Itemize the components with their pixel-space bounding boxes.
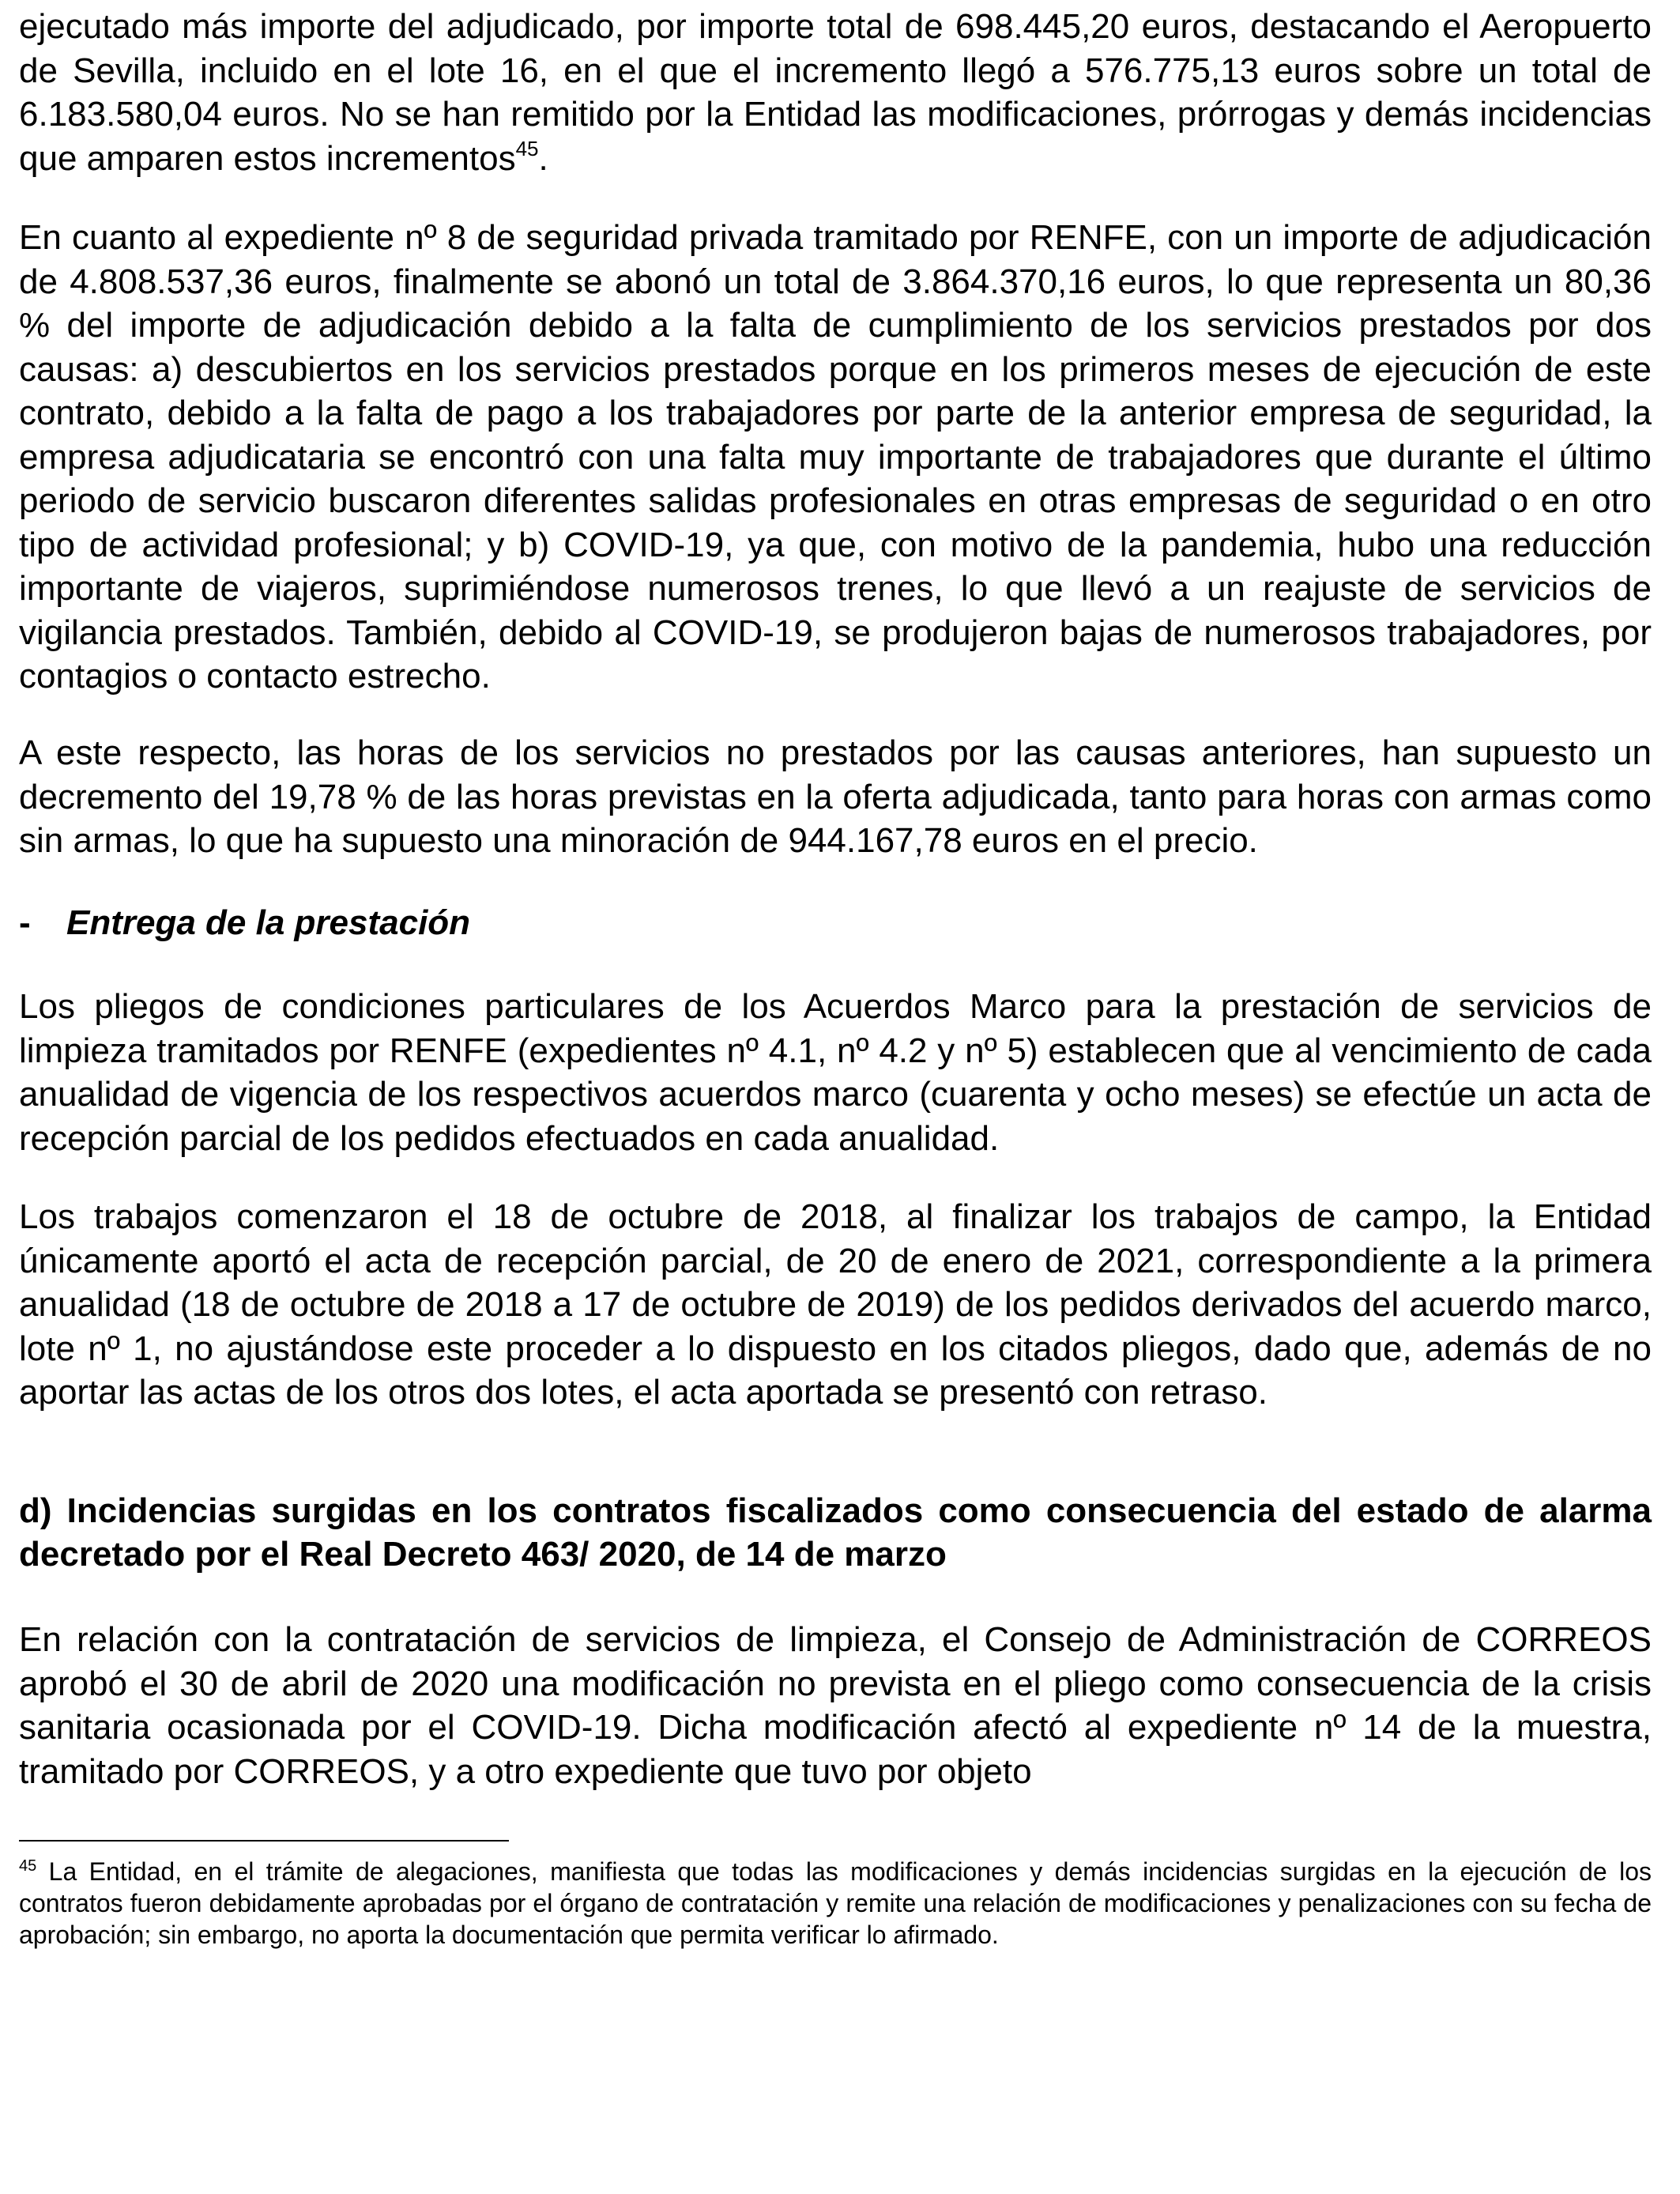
footnote-separator xyxy=(19,1840,509,1842)
bullet-heading-text: Entrega de la prestación xyxy=(66,903,471,942)
paragraph-3: A este respecto, las horas de los servicios no prestados por las causas anteriores, han supuesto un decremento del 19,78 % de las horas previstas en la oferta adjudicada, tanto para horas con armas como sin armas, lo que ha supuesto una minoración de 944.167,78 euros en el precio. xyxy=(19,733,1652,860)
paragraph-5: Los trabajos comenzaron el 18 de octubre de 2018, al finalizar los trabajos de campo, la Entidad únicamente aportó el acta de recepción parcial, de 20 de enero de 2021, correspondiente a la primera anualidad (18 de octubre de 2018 a 17 de octubre de 2019) de los pedidos derivados del acuerdo marco, lote nº 1, no ajustándose este proceder a lo dispuesto en los citados pliegos, dado que, además de no aportar las actas de los otros dos lotes, el acta aportada se presentó con retraso. xyxy=(19,1197,1652,1412)
footnote-number: 45 xyxy=(19,1857,37,1875)
paragraph-2: En cuanto al expediente nº 8 de seguridad privada tramitado por RENFE, con un importe de adjudicación de 4.808.537,36 euros, finalmente se abonó un total de 3.864.370,16 euros, lo que representa un 80,36 % del importe de adjudicación debido a la falta de cumplimiento de los servicios prestados por dos causas: a) descubiertos en los servicios prestados porque en los primeros meses de ejecución de este contrato, debido a la falta de pago a los trabajadores por parte de la anterior empresa de seguridad, la empresa adjudicataria se encontró con una falta muy importante de trabajadores que durante el último periodo de servicio buscaron diferentes salidas profesionales en otras empresas de seguridad o en otro tipo de actividad profesional; y b) COVID-19, ya que, con motivo de la pandemia, hubo una reducción importante de viajeros, suprimiéndose numerosos trenes, lo que llevó a un reajuste de servicios de vigilancia prestados. También, debido al COVID-19, se produjeron bajas de numerosos trabajadores, por contagios o contacto estrecho. xyxy=(19,218,1652,696)
paragraph-1: ejecutado más importe del adjudicado, por importe total de 698.445,20 euros, destacando el Aeropuerto de Sevilla, incluido en el lote 16, en el que el incremento llegó a 576.775,13 euros sobre un total de 6.183.580,04 euros. No se han remitido por la Entidad las modificaciones, prórrogas y demás incidencias que amparen estos incrementos$^{45}$. xyxy=(19,7,1652,178)
footnote-text: La Entidad, en el trámite de alegaciones, manifiesta que todas las modificaciones y demás incidencias surgidas en la ejecución de los contratos fueron debidamente aprobadas por el órgano de contratación y remite una relación de modificaciones y penalizaciones con su fecha de aprobación; sin embargo, no aporta la documentación que permita verificar lo afirmado. xyxy=(19,1857,1652,1949)
paragraph-6: En relación con la contratación de servicios de limpieza, el Consejo de Administración de CORREOS aprobó el 30 de abril de 2020 una modificación no prevista en el pliego como consecuencia de la crisis sanitaria ocasionada por el COVID-19. Dicha modificación afectó al expediente nº 14 de la muestra, tramitado por CORREOS, y a otro expediente que tuvo por objeto xyxy=(19,1620,1652,1791)
bullet-marker: - xyxy=(19,903,31,942)
footnote-ref-45[interactable]: 45 xyxy=(515,136,539,160)
bullet-heading xyxy=(19,901,1652,944)
footnote-45 xyxy=(19,1856,1652,1951)
section-heading: d) Incidencias surgidas en los contratos fiscalizados como consecuencia del estado de alarma decretado por el Real Decreto 463/ 2020, de 14 de marzo xyxy=(19,1491,1652,1574)
paragraph-4: Los pliegos de condiciones particulares de los Acuerdos Marco para la prestación de servicios de limpieza tramitados por RENFE (expedientes nº 4.1, nº 4.2 y nº 5) establecen que al vencimiento de cada anualidad de vigencia de los respectivos acuerdos marco (cuarenta y ocho meses) se efectúe un acta de recepción parcial de los pedidos efectuados en cada anualidad. xyxy=(19,987,1652,1158)
paragraph-1-text: ejecutado más importe del adjudicado, por importe total de 698.445,20 euros, destacando el Aeropuerto de Sevilla, incluido en el lote 16, en el que el incremento llegó a 576.775,13 euros sobre un total de 6.183.580,04 euros. No se han remitido por la Entidad las modificaciones, prórrogas y demás incidencias que amparen estos incrementos xyxy=(19,7,1652,178)
